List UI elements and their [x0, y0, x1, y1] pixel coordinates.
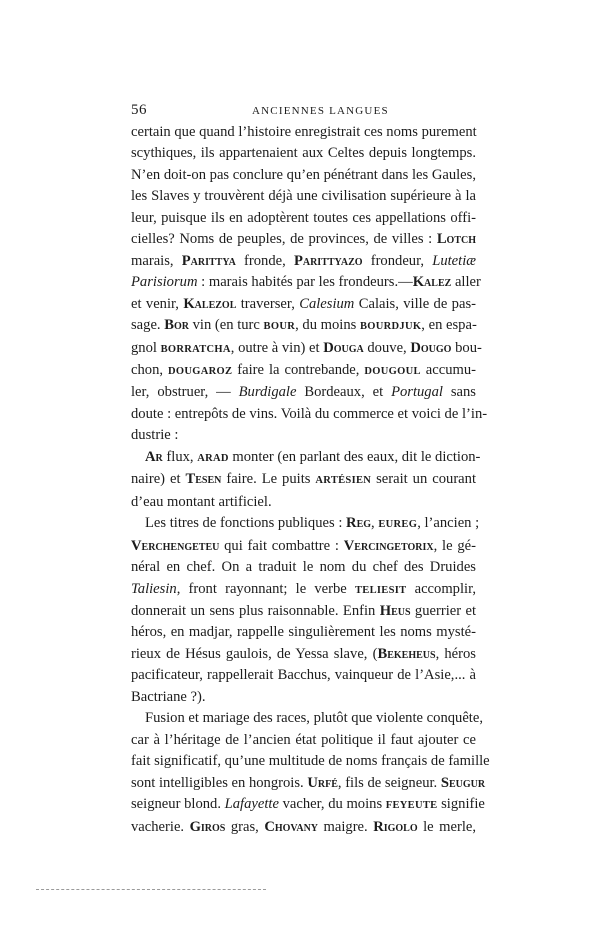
text-line	[131, 469, 476, 491]
text-run: faire la contrebande,	[232, 361, 365, 378]
text-run: leur, puisque ils en adoptèrent toutes ces appellations offi-	[131, 209, 476, 226]
text-run: , le gé-	[433, 537, 476, 554]
text-run: sans	[442, 384, 476, 401]
text-run: donnerait un sens plus raisonnable. Enfin	[131, 602, 380, 619]
small-caps-term: DOUGOUL	[364, 365, 421, 377]
small-caps-term: BORRATCHA	[160, 343, 231, 355]
small-caps-term: Bekeheus	[377, 645, 436, 662]
text-line	[131, 492, 476, 513]
small-caps-term: Dougo	[410, 339, 452, 356]
text-line	[131, 315, 476, 337]
small-caps-term: Tesen	[185, 471, 222, 488]
small-caps-term: BOUR	[263, 321, 296, 333]
text-line	[131, 251, 476, 272]
text-run: cielles? Noms de peuples, de provinces, de villes :	[131, 231, 437, 248]
text-line	[131, 186, 476, 207]
text-run: ,	[371, 515, 379, 532]
small-caps-term: Seugur	[440, 774, 486, 791]
text-run: naire) et	[131, 471, 186, 488]
text-line	[131, 644, 476, 665]
italic-term: Burdigale	[238, 384, 297, 401]
text-run: héros, en madjar, rappelle singulièrement les noms mysté-	[131, 624, 476, 641]
text-run: gnol	[131, 339, 161, 356]
text-line	[131, 294, 476, 315]
text-line	[131, 338, 482, 360]
text-run: douve,	[363, 339, 411, 356]
text-run: le merle,	[417, 818, 477, 835]
small-caps-term: EUREG	[378, 519, 418, 531]
text-run: néral en chef. On a traduit le nom du chef des Druides	[131, 559, 476, 576]
text-run: seigneur blond.	[131, 796, 225, 813]
text-run: chon,	[131, 361, 169, 378]
text-run: scythiques, ils appartenaient aux Celtes depuis longtemps.	[131, 145, 476, 162]
small-caps-term: Parittya	[181, 252, 236, 269]
small-caps-term: Bor	[164, 317, 189, 334]
small-caps-term: Rigolo	[373, 818, 418, 835]
small-caps-term: Chovany	[264, 818, 319, 835]
small-caps-term: Ar	[145, 448, 163, 465]
text-line	[131, 360, 476, 382]
small-caps-term: Douga	[323, 339, 364, 356]
text-run: serait un courant	[371, 471, 477, 488]
text-run: , héros	[435, 645, 476, 662]
text-run: signifie	[437, 796, 485, 813]
text-line	[131, 447, 481, 469]
small-caps-term: FEYEUTE	[385, 800, 438, 812]
text-run: doute : entrepôts de vins. Voilà du commerce et voici de l’in-	[131, 405, 488, 422]
italic-term: Lutetiæ	[432, 252, 476, 269]
text-run: sage.	[131, 317, 165, 334]
text-run: Calais, ville de pas-	[354, 295, 476, 312]
text-run: vacher, du moins	[278, 796, 386, 813]
italic-term: Portugal	[391, 384, 443, 401]
text-run: traverser,	[236, 295, 300, 312]
text-line	[131, 165, 476, 186]
text-run: ler, obstruer, —	[131, 384, 239, 401]
text-line	[131, 817, 476, 838]
italic-term: Lafayette	[224, 796, 279, 813]
italic-term: Parisiorum	[131, 274, 198, 291]
text-line	[131, 794, 485, 816]
text-run: certain que quand l’histoire enregistrait ces noms purement	[131, 124, 477, 140]
text-run: , fils de seigneur.	[337, 774, 441, 791]
small-caps-term: Lotch	[436, 231, 476, 248]
text-run: Bordeaux, et	[296, 384, 392, 401]
text-run: , en espa-	[421, 317, 477, 334]
text-line	[131, 143, 476, 164]
text-line	[131, 622, 476, 643]
small-caps-term: DOUGAROZ	[168, 365, 233, 377]
text-run: et venir,	[131, 295, 184, 312]
text-line	[131, 382, 476, 403]
text-line	[131, 272, 481, 293]
text-run: qui fait combattre :	[219, 537, 344, 554]
text-run: dustrie :	[131, 427, 179, 444]
small-caps-term: Reg	[346, 515, 372, 532]
text-line	[131, 773, 486, 794]
text-run: gras,	[225, 818, 265, 835]
italic-term: Calesium	[299, 295, 355, 312]
text-line	[131, 579, 476, 601]
running-head: ANCIENNES LANGUES	[252, 105, 389, 117]
text-line	[131, 557, 476, 578]
text-run: : marais habités par les frondeurs.—	[197, 274, 413, 291]
text-run: , front rayonnant; le verbe	[176, 580, 355, 597]
text-run: Les titres de fonctions publiques :	[145, 515, 347, 532]
text-run: , l’ancien ;	[417, 515, 480, 532]
page-number: 56	[131, 102, 147, 118]
text-run: fait significatif, qu’une multitude de noms français de famille	[131, 753, 490, 770]
text-line	[131, 536, 476, 557]
text-run: accomplir,	[406, 580, 476, 597]
text-line	[131, 601, 476, 622]
text-run: Bactriane ?).	[131, 688, 206, 705]
small-caps-term: Verchengeteu	[131, 537, 220, 554]
small-caps-term: Urfé	[307, 774, 338, 791]
small-caps-term: Parittyazo	[293, 252, 363, 269]
small-caps-term: Vercingetorix	[343, 537, 434, 554]
small-caps-term: ARTÉSIEN	[315, 475, 372, 487]
text-run: flux,	[162, 448, 198, 465]
text-line	[131, 708, 483, 729]
footer-rule	[36, 889, 266, 890]
text-line	[131, 687, 476, 708]
text-line	[131, 751, 490, 772]
text-run: car à l’héritage de l’ancien état politique il faut ajouter ce	[131, 731, 476, 748]
small-caps-term: ARAD	[197, 452, 229, 464]
text-run: faire. Le puits	[221, 471, 316, 488]
small-caps-term: Giros	[189, 818, 226, 835]
text-run: sont intelligibles en hongrois.	[131, 774, 308, 791]
text-run: Fusion et mariage des races, plutôt que violente conquête,	[145, 710, 483, 727]
text-line	[131, 208, 476, 229]
text-line	[131, 665, 476, 686]
text-run: maigre.	[318, 818, 374, 835]
small-caps-term: BOURDJUK	[359, 321, 422, 333]
italic-term: Taliesin	[131, 580, 177, 597]
text-run: vin (en turc	[188, 317, 264, 334]
text-run: fronde,	[235, 252, 294, 269]
text-line	[131, 513, 480, 535]
small-caps-term: TELIESIT	[354, 584, 407, 596]
text-run: , du moins	[295, 317, 360, 334]
text-run: frondeur,	[362, 252, 433, 269]
text-line	[131, 425, 476, 446]
text-run: bou-	[451, 339, 482, 356]
text-run: guerrier et	[410, 602, 476, 619]
text-run: rieux de Hésus gaulois, de Yessa slave, (	[131, 645, 378, 662]
text-run: accumu-	[420, 361, 477, 378]
body-text	[131, 122, 490, 838]
text-run: marais,	[131, 252, 182, 269]
text-run: pacificateur, rappellerait Bacchus, vainqueur de l’Asie,... à	[131, 667, 476, 684]
text-line	[131, 122, 476, 143]
text-run: monter (en parlant des eaux, dit le diction-	[228, 448, 481, 465]
text-line	[131, 730, 476, 751]
text-line	[131, 229, 476, 250]
text-run: d’eau montant artificiel.	[131, 493, 272, 510]
text-run: les Slaves y trouvèrent déjà une civilisation supérieure à la	[131, 188, 476, 205]
small-caps-term: Heus	[379, 602, 411, 619]
text-run: N’en doit-on pas conclure qu’en pénétrant dans les Gaules,	[131, 166, 476, 183]
text-line	[131, 404, 488, 425]
text-run: vacherie.	[131, 818, 190, 835]
small-caps-term: Kalez	[412, 274, 452, 291]
small-caps-term: Kalezol	[183, 295, 237, 312]
text-run: aller	[451, 274, 481, 291]
text-run: , outre à vin) et	[230, 339, 324, 356]
